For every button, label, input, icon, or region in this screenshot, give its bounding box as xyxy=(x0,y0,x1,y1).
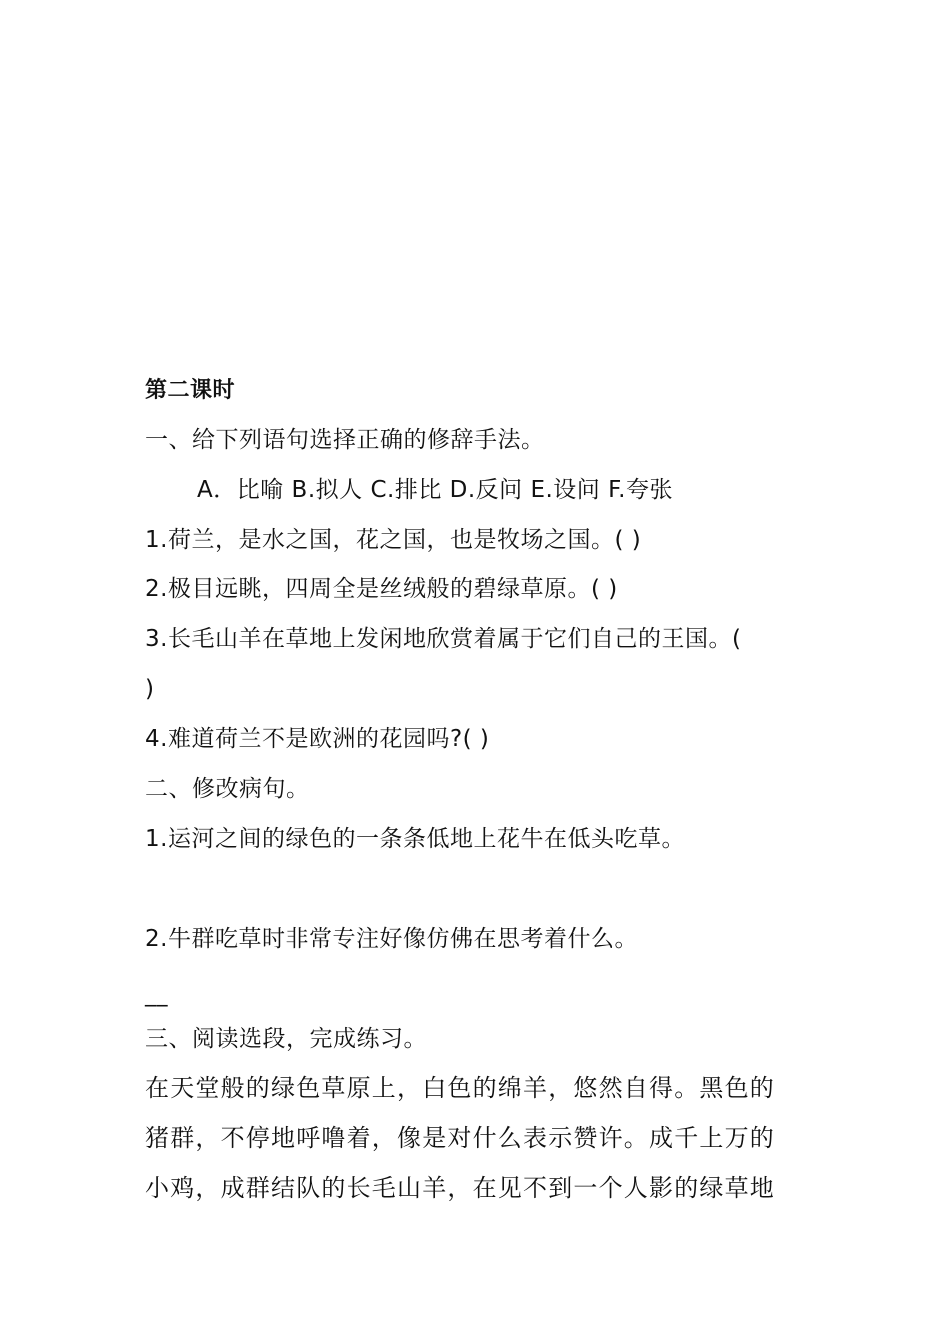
question-item: 2.极目远眺，四周全是丝绒般的碧绿草原。( ) xyxy=(145,576,618,602)
question-item: 3.长毛山羊在草地上发闲地欣赏着属于它们自己的王国。( xyxy=(145,626,742,652)
question-item: 4.难道荷兰不是欧洲的花园吗?( ) xyxy=(145,726,490,752)
passage-line: 猪群，不停地呼噜着，像是对什么表示赞许。成千上万的 xyxy=(145,1124,775,1152)
question-item: 1.荷兰，是水之国，花之国，也是牧场之国。( ) xyxy=(145,527,642,553)
rhetoric-options: A．比喻 B.拟人 C.排比 D.反问 E.设问 F.夸张 xyxy=(197,477,673,503)
sentence-item: 1.运河之间的绿色的一条条低地上花牛在低头吃草。 xyxy=(145,826,685,852)
section2-heading: 二、修改病句。 xyxy=(145,776,310,802)
passage-line: 在天堂般的绿色草原上，白色的绵羊，悠然自得。黑色的 xyxy=(145,1074,775,1102)
question-item-continuation: ) xyxy=(145,676,155,702)
section3-heading: 三、阅读选段，完成练习。 xyxy=(145,1026,427,1052)
lesson-title: 第二课时 xyxy=(145,378,236,403)
answer-blank: __ xyxy=(145,982,168,1007)
sentence-item: 2.牛群吃草时非常专注好像仿佛在思考着什么。 xyxy=(145,926,638,952)
passage-line: 小鸡，成群结队的长毛山羊，在见不到一个人影的绿草地 xyxy=(145,1174,775,1202)
section1-heading: 一、给下列语句选择正确的修辞手法。 xyxy=(145,427,545,453)
